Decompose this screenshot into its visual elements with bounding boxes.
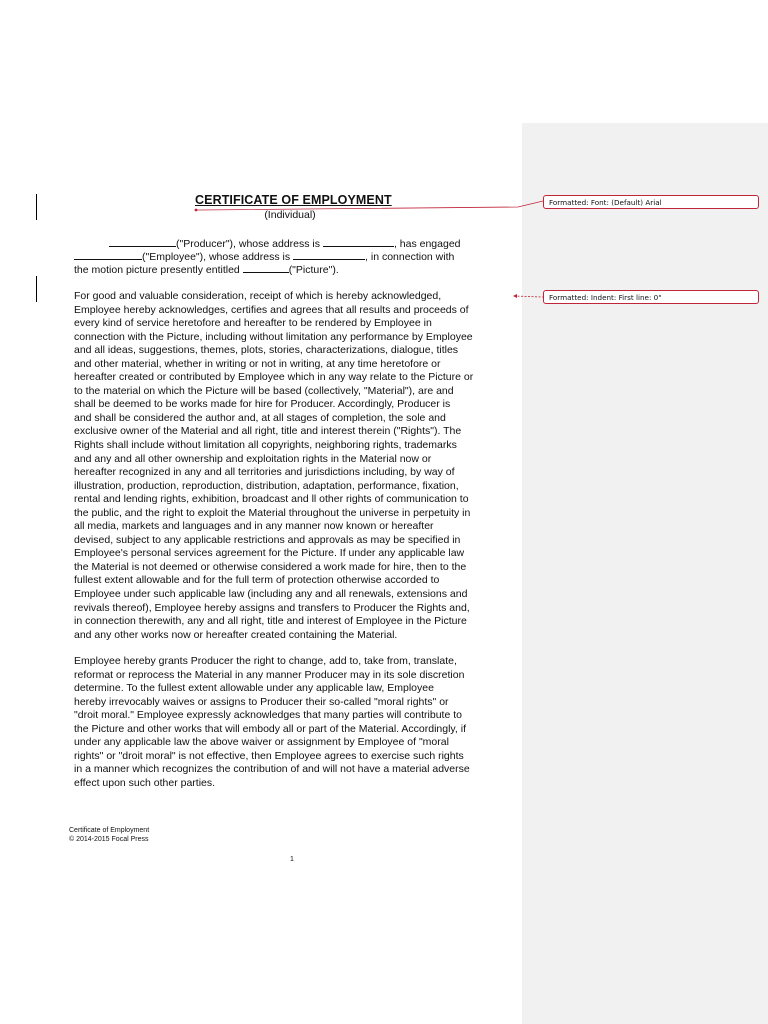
paragraph-line: rights" or "droit moral" is not effective, then Employee agrees to exercise such rights [74,749,464,762]
paragraph-line: fullest extent allowable and for the full term of protection otherwise accorded to [74,574,440,587]
anchor-arrow-icon [513,294,517,298]
paragraph-line: the Material is not deemed or otherwise considered a work made for hire, then to the [74,560,467,573]
paragraph-line: to the material on which the Picture will be based (collectively, "Material"), are and [74,384,454,397]
paragraph-line: in a manner which recognizes the contribution of and will not have a material adverse [74,763,470,776]
connector-line [196,201,543,210]
paragraph-line: For good and valuable consideration, receipt of which is hereby acknowledged, [74,290,442,302]
paragraph-line: all media, markets and languages and in any manner now known or hereafter [74,520,434,533]
paragraph-line: Employee's personal services agreement for the Picture. If under any applicable law [74,547,465,560]
paragraph-line: in connection therewith, any and all right, title and interest of Employee in the Picture [74,615,467,628]
paragraph-line: reformat or reprocess the Material in any manner Producer may in its sole discretion [74,668,465,681]
paragraph-line: hereby irrevocably waives or assigns to Producer their so-called "moral rights" or [74,695,449,708]
intro-line-3: the motion picture presently entitled ("Picture"). [74,264,339,276]
paragraph-line: determine. To the fullest extent allowable under any applicable law, Employee [74,682,434,695]
paragraph-line: the public, and the right to exploit the Material throughout the universe in perpetuity in [74,506,471,519]
paragraph-line: exclusive owner of the Material and all right, title and interest therein ("Rights"). The [74,425,462,438]
comment-balloon-indent[interactable]: Formatted: Indent: First line: 0" [543,290,759,304]
anchor-dot [195,209,198,212]
document-subtitle: (Individual) [264,209,316,221]
paragraph-line: illustration, production, reproduction, distribution, adaptation, performance, fixation, [74,479,459,492]
paragraph-line: and shall be considered the author and, at all stages of completion, the sole and [74,411,446,424]
footer-title: Certificate of Employment [69,827,150,834]
footer-copyright: © 2014-2015 Focal Press [69,836,149,843]
intro-line-1: ("Producer"), whose address is , has engaged [109,236,461,251]
document-title: CERTIFICATE OF EMPLOYMENT [195,193,392,207]
paragraph-line: the Picture and other works that will embody all or part of the Material. Accordingly, if [74,722,466,735]
paragraph-line: under any applicable law the above waiver or assignment by Employee of "moral [74,736,449,749]
paragraph-line: Employee under such applicable law (including any and all renewals, extensions and [74,588,468,601]
paragraph-line: and any and all other ownership and exploitation rights in the Material now or [74,452,432,465]
page-number: 1 [290,856,294,863]
paragraph-line: devised, subject to any applicable restrictions and approvals as may be specified in [74,533,461,546]
paragraph-line: hereafter recognized in any and all territories and jurisdictions including, by way of [74,466,455,479]
paragraph-line: and other material, whether in writing or not in writing, at any time heretofore or [74,357,441,370]
paragraph-line: rental and lending rights, exhibition, broadcast and ll other rights of communication to [74,493,469,506]
paragraph-line: Rights shall include without limitation all copyrights, neighboring rights, trademarks [74,439,457,452]
paragraph-line: every kind of service heretofore and hereafter to be rendered by Employee in [74,317,432,330]
paragraph-line: Employee hereby grants Producer the right to change, add to, take from, translate, [74,655,457,667]
paragraph-line: Employee hereby acknowledges, certifies and agrees that all results and proceeds of [74,303,469,316]
connector-line [514,296,543,297]
paragraph-line: connection with the Picture, including without limitation any performance by Employee [74,330,473,343]
paragraph-line: and any other works now or hereafter created containing the Material. [74,628,398,641]
paragraph-line: hereafter created or contributed by Employee which in any way relate to the Picture or [74,371,474,384]
paragraph-line: shall be deemed to be works made for hire for Producer. Accordingly, Producer is [74,398,451,411]
paragraph-line: revivals thereof), Employee hereby assigns and transfers to Producer the Rights and, [74,601,470,614]
comment-balloon-font[interactable]: Formatted: Font: (Default) Arial [543,195,759,209]
paragraph-line: and all ideas, suggestions, themes, plots, stories, characterizations, dialogue, titles [74,344,459,357]
paragraph-line: "droit moral." Employee expressly acknowledges that many parties will contribute to [74,709,462,722]
intro-line-2: ("Employee"), whose address is , in connection with [74,249,454,264]
paragraph-line: effect upon such other parties. [74,776,216,789]
